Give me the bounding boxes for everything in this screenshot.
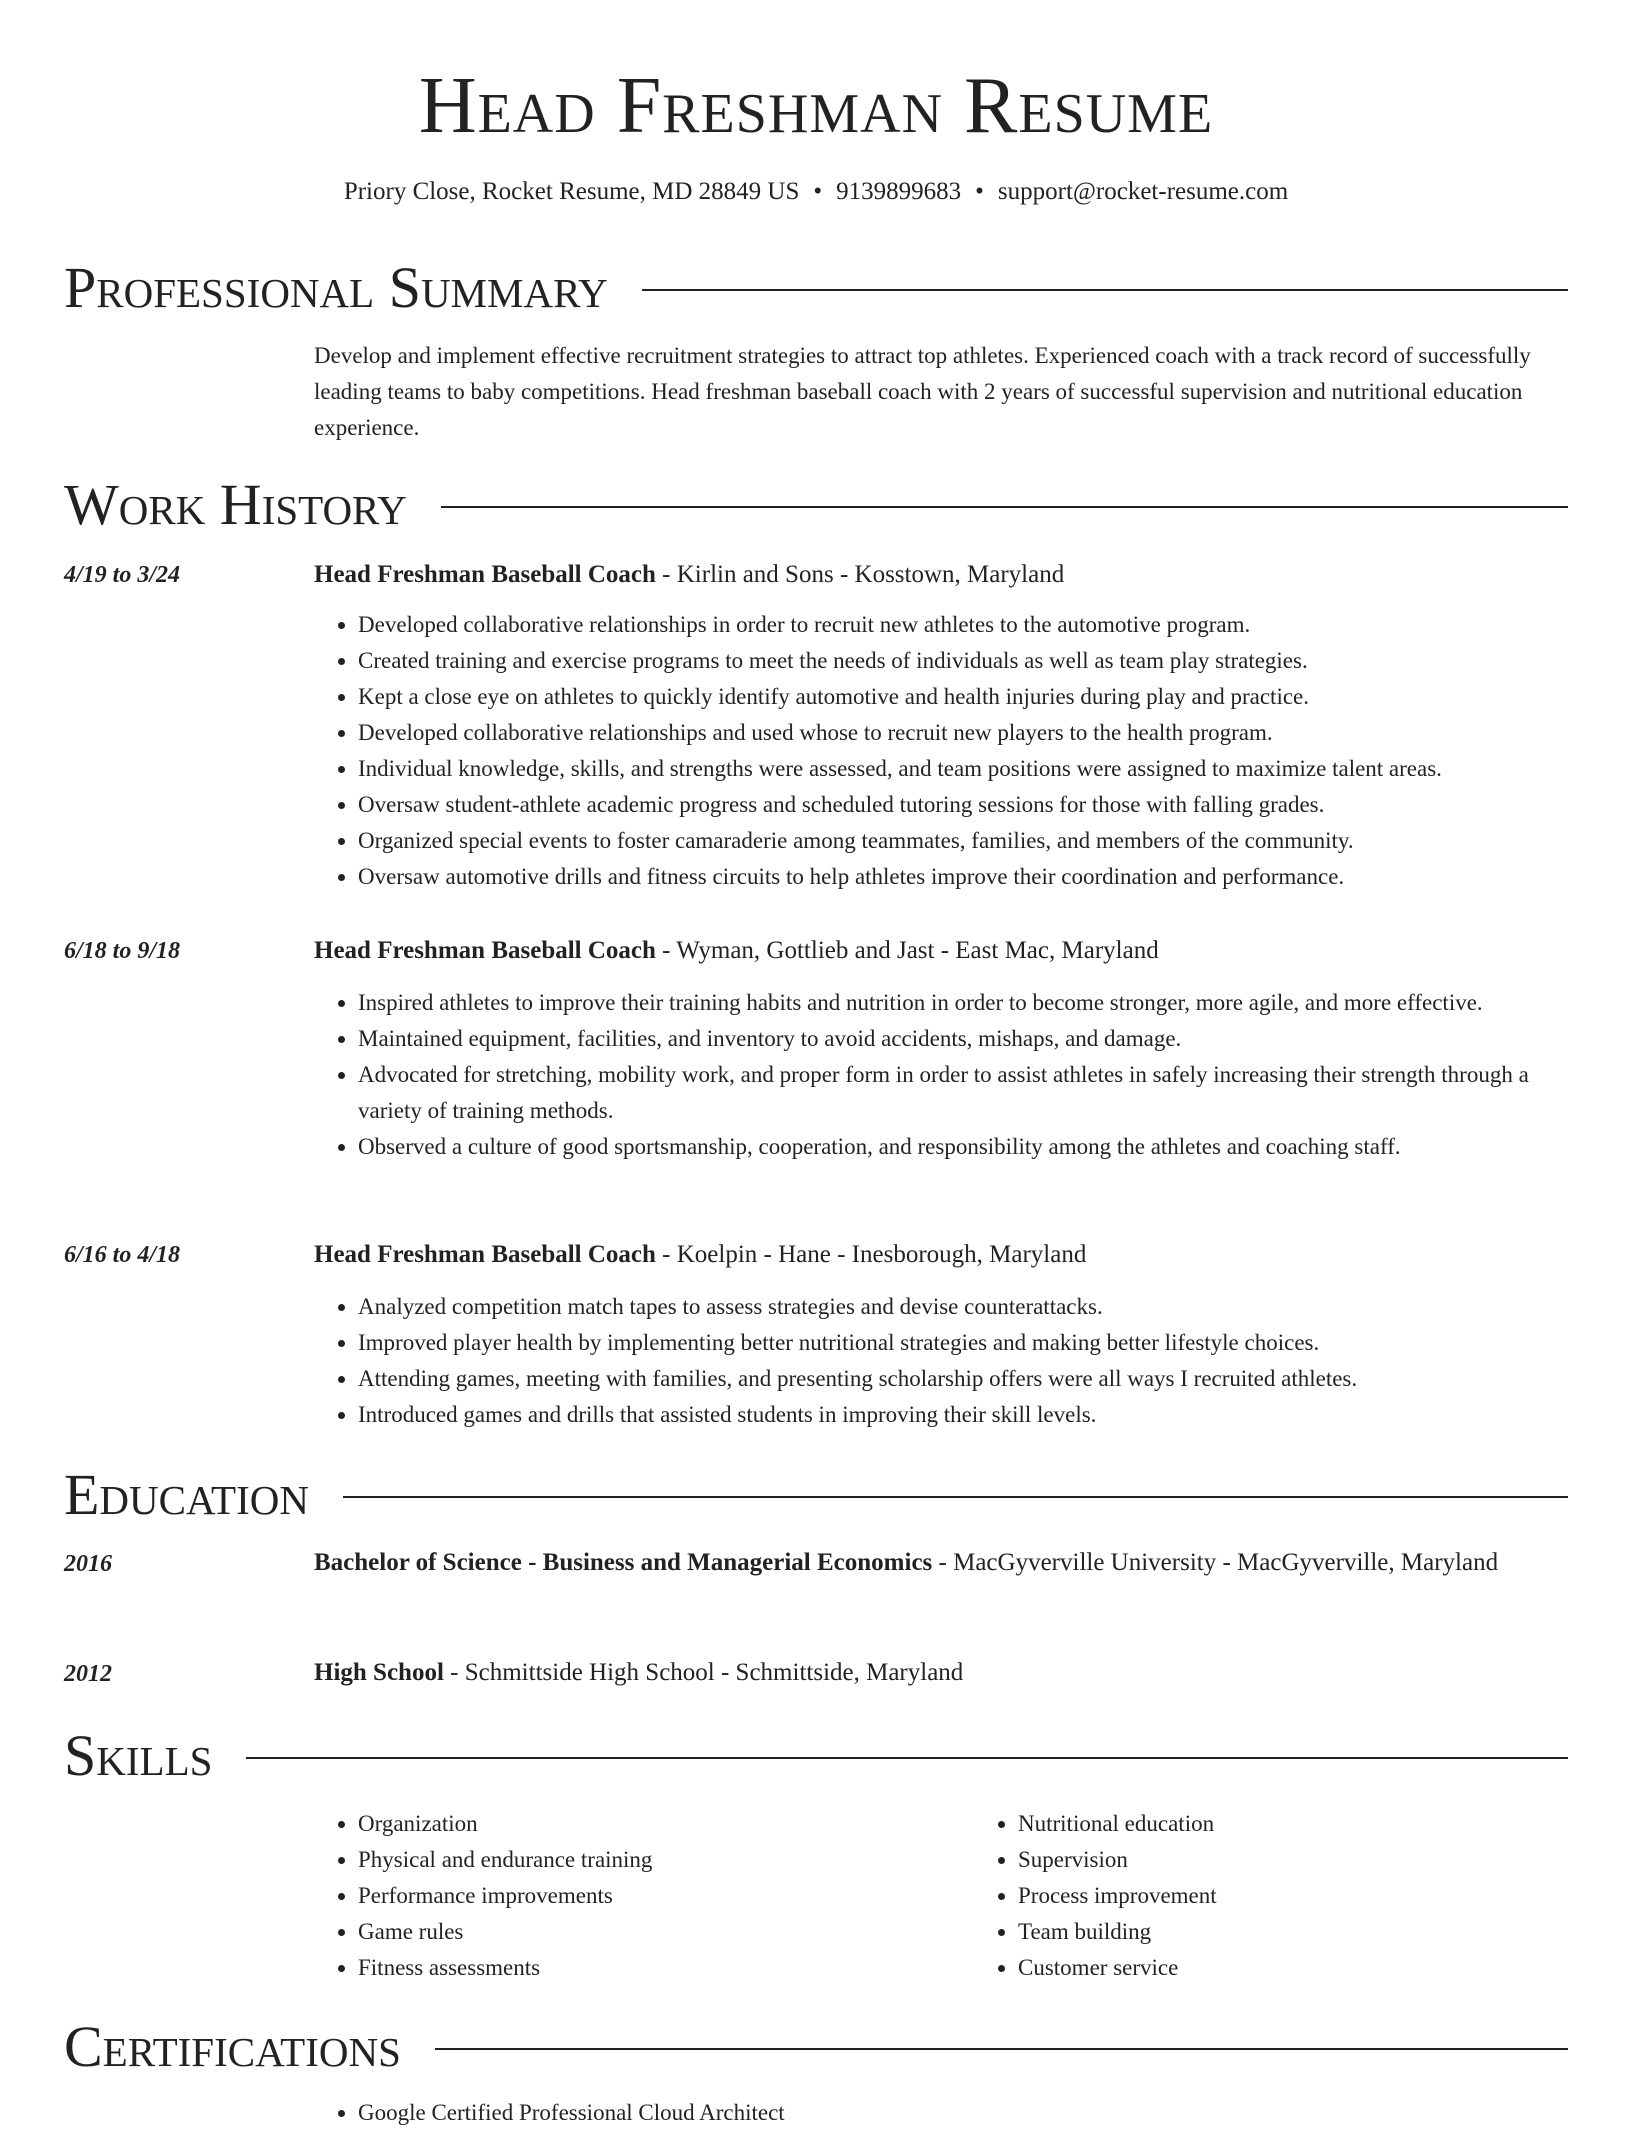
contact-address: Priory Close, Rocket Resume, MD 28849 US — [343, 178, 800, 205]
list-item: • Created training and exercise programs to meet the needs of individuals as well as team play strategies. — [358, 643, 1568, 679]
section-heading — [64, 256, 1568, 320]
education-details: - Schmittside High School - Schmittside, Maryland — [443, 1659, 964, 1686]
skill-item: • Game rules — [358, 1914, 974, 1950]
job-dates: 6/18 to 9/18 — [64, 938, 181, 964]
section-heading — [64, 473, 1568, 537]
work-history-section — [64, 472, 1568, 1427]
certifications-title: Certifications — [64, 2014, 401, 2079]
job-details: - Wyman, Gottlieb and Jast - East Mac, Maryland — [655, 937, 1159, 964]
list-item: • Introduced games and drills that assisted students in improving their skill levels. — [358, 1397, 1568, 1433]
skill-item: • Team building — [1018, 1914, 1632, 1950]
contact-line — [0, 172, 1632, 212]
job-bullets — [314, 607, 1568, 895]
education-details: - MacGyverville University - MacGyverville, Maryland — [932, 1549, 1499, 1576]
list-item: • Observed a culture of good sportsmanship, cooperation, and responsibility among the athletes and coaching staff. — [358, 1129, 1568, 1165]
job-heading — [314, 559, 1568, 591]
section-heading — [64, 1463, 1568, 1527]
skills-list-left — [314, 1806, 974, 1986]
certifications-body — [314, 2095, 1568, 2131]
list-item: • Inspired athletes to improve their training habits and nutrition in order to become stronger, more agile, and more effective. — [358, 985, 1568, 1021]
skill-item: • Performance improvements — [358, 1878, 974, 1914]
list-item: • Improved player health by implementing better nutritional strategies and making better lifestyle choices. — [358, 1325, 1568, 1361]
education-entry — [314, 1653, 1568, 1693]
separator-dot: • — [813, 178, 823, 205]
job-role: Head Freshman Baseball Coach — [314, 937, 656, 964]
skills-section — [64, 1723, 1568, 1980]
education-entry — [314, 1543, 1568, 1583]
list-item: • Organized special events to foster camaraderie among teammates, families, and members of the community. — [358, 823, 1568, 859]
list-item: • Kept a close eye on athletes to quickly identify automotive and health injuries during play and practice. — [358, 679, 1568, 715]
section-heading — [64, 2015, 1568, 2079]
education-year: 2016 — [64, 1551, 112, 1577]
education-degree: Bachelor of Science - Business and Managerial Economics — [314, 1549, 933, 1576]
contact-phone: 9139899683 — [836, 178, 962, 205]
skills-list-right — [974, 1806, 1632, 1986]
list-item: • Maintained equipment, facilities, and inventory to avoid accidents, mishaps, and damage. — [358, 1021, 1568, 1057]
summary-text: Develop and implement effective recruitment strategies to attract top athletes. Experienced coach with a track record of successfully leading teams to baby competitions. Head freshman baseball coach with 2 years of successful supervision and nutritional education experience. — [314, 343, 1531, 440]
section-divider — [441, 506, 1568, 508]
skill-item: • Organization — [358, 1806, 974, 1842]
list-item: • Oversaw student-athlete academic progress and scheduled tutoring sessions for those with falling grades. — [358, 787, 1568, 823]
section-heading — [64, 1724, 1568, 1788]
job-details: - Koelpin - Hane - Inesborough, Maryland — [655, 1241, 1087, 1268]
resume-title: Head Freshman Resume — [418, 62, 1214, 150]
education-year: 2012 — [64, 1661, 112, 1687]
section-divider — [246, 1757, 1568, 1759]
skills-columns — [314, 1806, 1568, 1986]
list-item: • Developed collaborative relationships in order to recruit new athletes to the automotive program. — [358, 607, 1568, 643]
skill-item: • Physical and endurance training — [358, 1842, 974, 1878]
education-degree: High School — [314, 1659, 444, 1686]
list-item: • Advocated for stretching, mobility work, and proper form in order to assist athletes in safely increasing their strength through a variety of training methods. — [358, 1057, 1568, 1129]
list-item: • Individual knowledge, skills, and strengths were assessed, and team positions were assigned to maximize talent areas. — [358, 751, 1568, 787]
job-dates: 6/16 to 4/18 — [64, 1242, 181, 1268]
section-divider — [343, 1496, 1568, 1498]
certifications-list — [314, 2095, 1568, 2131]
separator-dot: • — [975, 178, 984, 205]
job-bullets — [314, 1289, 1568, 1433]
education-title: Education — [64, 1462, 309, 1527]
job-role: Head Freshman Baseball Coach — [314, 1241, 656, 1268]
section-divider — [435, 2048, 1568, 2050]
job-entry — [314, 1239, 1568, 1433]
list-item: • Attending games, meeting with families, and presenting scholarship offers were all ways I recruited athletes. — [358, 1361, 1568, 1397]
education-section — [64, 1462, 1568, 1687]
certification-item: • Google Certified Professional Cloud Architect — [358, 2095, 1568, 2131]
job-heading — [314, 1239, 1568, 1271]
job-bullets — [314, 985, 1568, 1165]
job-entry — [314, 559, 1568, 895]
list-item: • Developed collaborative relationships and used whose to recruit new players to the health program. — [358, 715, 1568, 751]
work-history-title: Work History — [64, 472, 407, 537]
skill-item: • Fitness assessments — [358, 1950, 974, 1986]
summary-title: Professional Summary — [64, 255, 608, 320]
summary-section — [64, 255, 1568, 440]
skill-item: • Process improvement — [1018, 1878, 1632, 1914]
job-dates: 4/19 to 3/24 — [64, 562, 181, 588]
list-item: • Oversaw automotive drills and fitness circuits to help athletes improve their coordination and performance. — [358, 859, 1568, 895]
section-divider — [642, 289, 1568, 291]
skill-item: • Supervision — [1018, 1842, 1632, 1878]
contact-email[interactable]: support@rocket-resume.com — [997, 178, 1289, 205]
job-heading — [314, 935, 1568, 967]
job-entry — [314, 935, 1568, 1165]
list-item: • Analyzed competition match tapes to assess strategies and devise counterattacks. — [358, 1289, 1568, 1325]
skills-title: Skills — [64, 1723, 213, 1788]
skill-item: • Nutritional education — [1018, 1806, 1632, 1842]
job-role: Head Freshman Baseball Coach — [314, 561, 656, 588]
skill-item: • Customer service — [1018, 1950, 1632, 1986]
job-details: - Kirlin and Sons - Kosstown, Maryland — [655, 561, 1065, 588]
certifications-section — [64, 2014, 1568, 2125]
